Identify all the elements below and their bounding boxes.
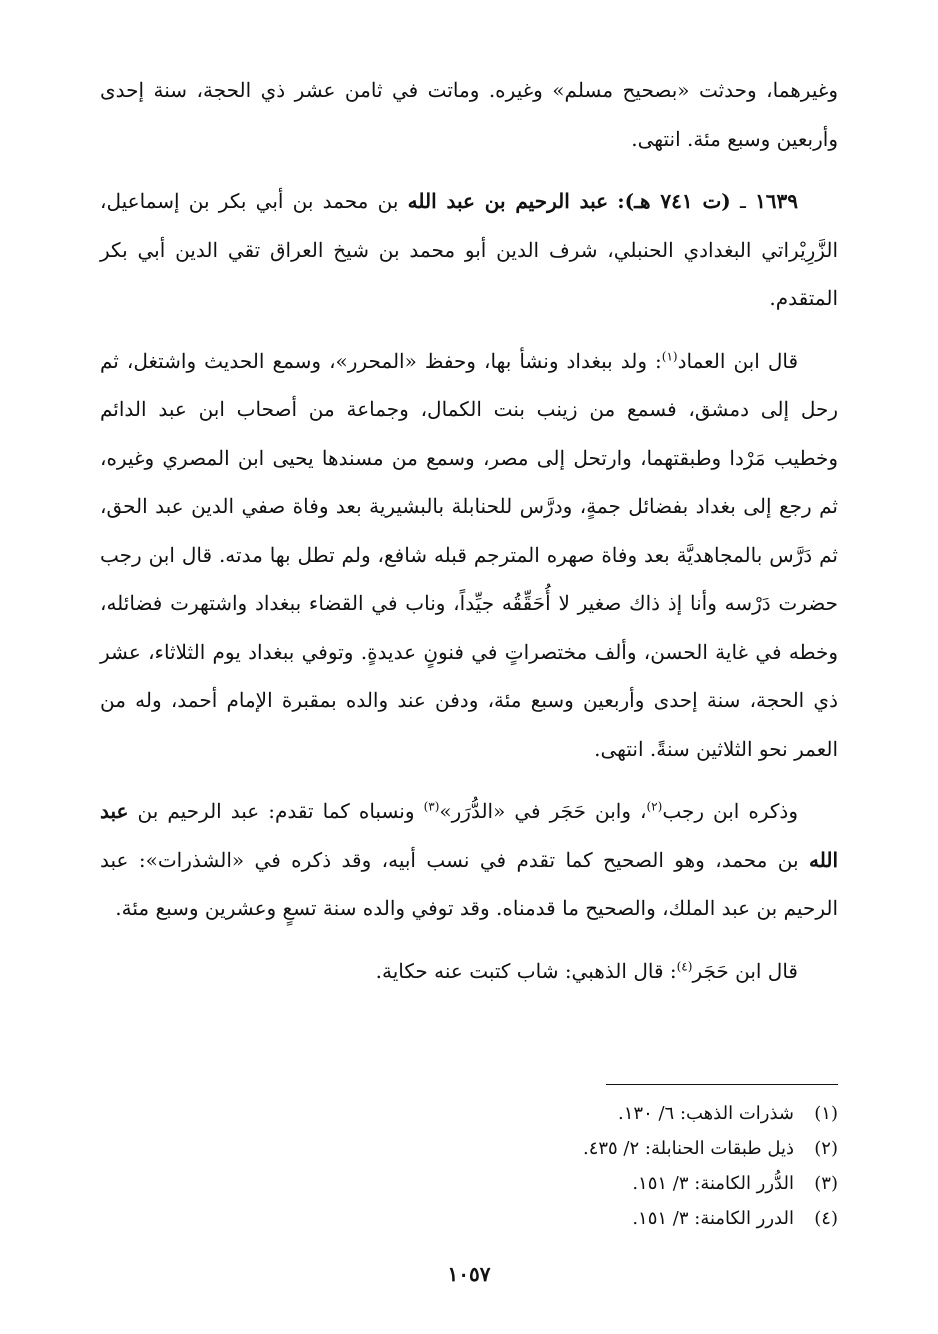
footnote-text: ذيل طبقات الحنابلة: ٢/ ٤٣٥. xyxy=(582,1138,794,1159)
entry-death-date: (ت ٧٤١ هـ): xyxy=(617,189,731,213)
footnote-ref-4: (٤) xyxy=(676,958,693,973)
quote-lead: قال ابن العماد xyxy=(677,348,799,373)
footnote-number: (٢) xyxy=(814,1138,838,1159)
footnote-text: شذرات الذهب: ٦/ ١٣٠. xyxy=(618,1103,794,1124)
footnote-ref-1: (١) xyxy=(661,348,678,363)
footnote-number: (٣) xyxy=(814,1173,838,1194)
footnote-ref-2: (٢) xyxy=(646,799,663,814)
footnote-text: الدرر الكامنة: ٣/ ١٥١. xyxy=(632,1208,794,1229)
footnote-divider xyxy=(606,1084,838,1085)
footnote-text: الدُّرر الكامنة: ٣/ ١٥١. xyxy=(632,1173,794,1194)
sources-paragraph xyxy=(100,787,838,933)
continuation-paragraph: وغيرهما، وحدثت «بصحيح مسلم» وغيره. وماتت في ثامن عشر ذي الحجة، سنة إحدى وأربعين وسبع مئة. انتهى. xyxy=(100,78,838,151)
footnotes-list xyxy=(238,1096,838,1236)
main-text xyxy=(100,66,838,995)
ibn-hajar-lead: قال ابن حَجَر xyxy=(692,958,798,983)
entry-lineage: بن محمد بن أبي بكر بن إسماعيل، الزَّرِيْراتي البغدادي الحنبلي، شرف الدين أبو محمد بن شيخ العراق تقي الدين أبي بكر المتقدم. xyxy=(100,189,838,310)
footnote-item xyxy=(238,1166,838,1201)
quote-text: : ولد ببغداد ونشأ بها، وحفظ «المحرر»، وسمع الحديث واشتغل، ثم رحل إلى دمشق، فسمع من زينب بنت الكمال، وجماعة من أصحاب ابن عبد الدائم وخطيب مَرْدا وطبقتهما، وارتحل إلى مصر، وسمع من مسندها يحيى ابن المصري وغيره، ثم رجع إلى بغداد بفضائل جمةٍ، ودرَّس للحنابلة بالبشيرية بعد وفاة صفي الدين عبد الحق، ثم دَرَّس بالمجاهديَّة بعد وفاة صهره المترجم قبله شافع، ولم تطل بها مدته. قال ابن رجب حضرت دَرْسه وأنا إذ ذاك صغير لا أُحَقِّقُه جيِّداً، وناب في القضاء ببغداد واشتهرت فضائله، وخطه في غاية الحسن، وألف مختصراتٍ في فنونٍ عديدةٍ. وتوفي ببغداد يوم الثلاثاء، عشر ذي الحجة، سنة إحدى وأربعين وسبع مئة، ودفن عند والده بمقبرة الإمام أحمد، وله من العمر نحو الثلاثين سنةً. انتهى. xyxy=(100,348,839,761)
entry-name: عبد الرحيم بن عبد الله xyxy=(407,189,609,213)
sources-text-b: ، وابن حَجَر في «الدُّرَر» xyxy=(439,799,647,823)
ibn-hajar-quote-paragraph xyxy=(100,947,838,996)
page-number: ١٠٥٧ xyxy=(447,1262,491,1286)
sources-bold-name: عبد الله xyxy=(100,799,838,872)
sources-text-a: وذكره ابن رجب xyxy=(662,799,798,823)
footnote-number: (١) xyxy=(814,1103,838,1124)
sources-text-d: بن محمد، وهو الصحيح كما تقدم في نسب أبيه، وقد ذكره في «الشذرات»: عبد الرحيم بن عبد الملك، والصحيح ما قدمناه. وقد توفي والده سنة تسعٍ وعشرين وسبع مئة. xyxy=(100,847,838,920)
footnote-ref-3: (٣) xyxy=(423,799,440,814)
sources-text-c: ونسباه كما تقدم: عبد الرحيم بن xyxy=(128,799,424,823)
entry-1639-heading-paragraph: ١٦٣٩ ـ (ت ٧٤١ هـ): عبد الرحيم بن عبد الله بن محمد بن أبي بكر بن إسماعيل، الزَّرِيْراتي البغدادي الحنبلي، شرف الدين أبو محمد بن شيخ العراق تقي الدين أبي بكر المتقدم. xyxy=(100,189,838,310)
entry-number: ١٦٣٩ xyxy=(755,189,799,213)
footnote-item xyxy=(238,1201,838,1236)
footnote-item xyxy=(238,1131,838,1166)
ibn-al-imad-quote-paragraph xyxy=(100,337,838,774)
ibn-hajar-text: : قال الذهبي: شاب كتبت عنه حكاية. xyxy=(375,958,677,983)
footnote-number: (٤) xyxy=(814,1208,838,1229)
footnote-item xyxy=(238,1096,838,1131)
